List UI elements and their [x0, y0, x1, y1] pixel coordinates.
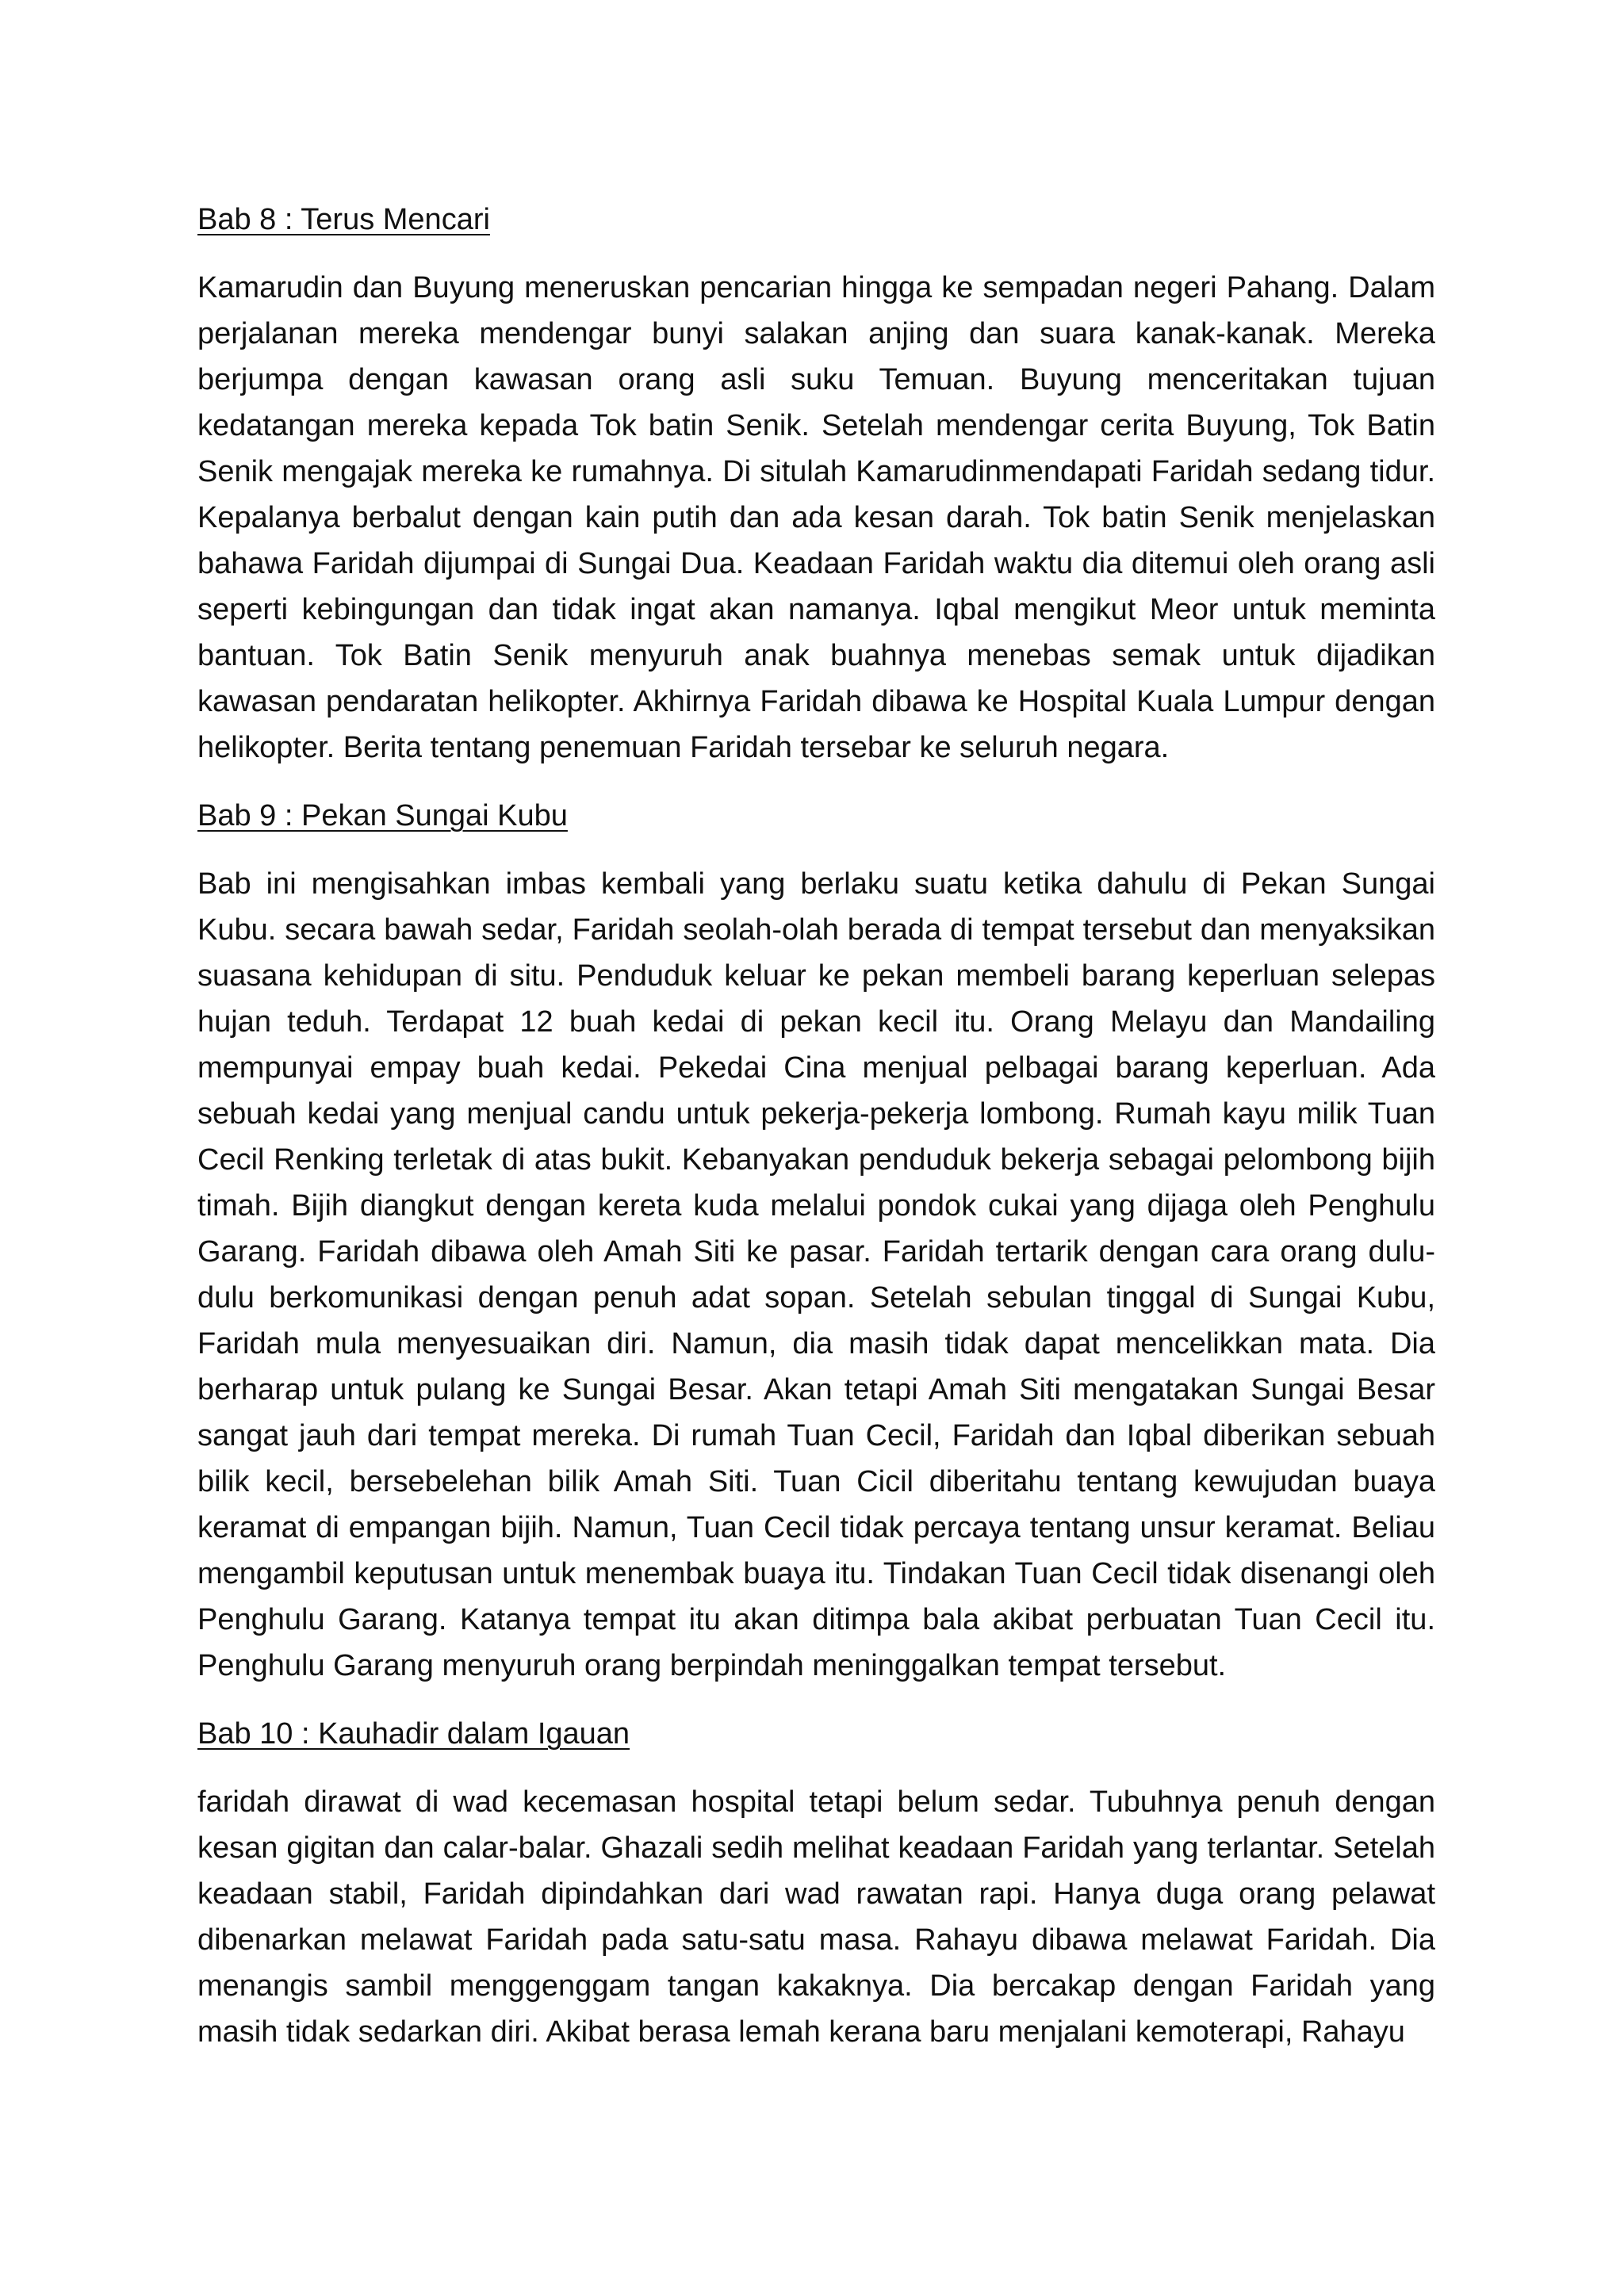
section-paragraph-bab-8: Kamarudin dan Buyung meneruskan pencarian hingga ke sempadan negeri Pahang. Dalam perjalanan mereka mendengar bunyi salakan anjing dan suara kanak-kanak. Mereka berjumpa dengan kawasan orang asli suku Temuan. Buyung menceritakan tujuan kedatangan mereka kepada Tok batin Senik. Setelah mendengar cerita Buyung, Tok Batin Senik mengajak mereka ke rumahnya. Di situlah Kamarudinmendapati Faridah sedang tidur. Kepalanya berbalut dengan kain putih dan ada kesan darah. Tok batin Senik menjelaskan bahawa Faridah dijumpai di Sungai Dua. Keadaan Faridah waktu dia ditemui oleh orang asli seperti kebingungan dan tidak ingat akan namanya. Iqbal mengikut Meor untuk meminta bantuan. Tok Batin Senik menyuruh anak buahnya menebas semak untuk dijadikan kawasan pendaratan helikopter. Akhirnya Faridah dibawa ke Hospital Kuala Lumpur dengan helikopter. Berita tentang penemuan Faridah tersebar ke seluruh negara.	[197, 271, 1435, 764]
section-heading-bab-9: Bab 9 : Pekan Sungai Kubu	[197, 799, 568, 832]
section-heading-bab-10: Bab 10 : Kauhadir dalam Igauan	[197, 1717, 630, 1751]
document-body	[197, 197, 1435, 2077]
section-paragraph-bab-9: Bab ini mengisahkan imbas kembali yang berlaku suatu ketika dahulu di Pekan Sungai Kubu. secara bawah sedar, Faridah seolah-olah berada di tempat tersebut dan menyaksikan suasana kehidupan di situ. Penduduk keluar ke pekan membeli barang keperluan selepas hujan teduh. Terdapat 12 buah kedai di pekan kecil itu. Orang Melayu dan Mandailing mempunyai empay buah kedai. Pekedai Cina menjual pelbagai barang keperluan. Ada sebuah kedai yang menjual candu untuk pekerja-pekerja lombong. Rumah kayu milik Tuan Cecil Renking terletak di atas bukit. Kebanyakan penduduk bekerja sebagai pelombong bijih timah. Bijih diangkut dengan kereta kuda melalui pondok cukai yang dijaga oleh Penghulu Garang. Faridah dibawa oleh Amah Siti ke pasar. Faridah tertarik dengan cara orang dulu-dulu berkomunikasi dengan penuh adat sopan. Setelah sebulan tinggal di Sungai Kubu, Faridah mula menyesuaikan diri. Namun, dia masih tidak dapat mencelikkan mata. Dia berharap untuk pulang ke Sungai Besar. Akan tetapi Amah Siti mengatakan Sungai Besar sangat jauh dari tempat mereka. Di rumah Tuan Cecil, Faridah dan Iqbal diberikan sebuah bilik kecil, bersebelehan bilik Amah Siti. Tuan Cicil diberitahu tentang kewujudan buaya keramat di empangan bijih. Namun, Tuan Cecil tidak percaya tentang unsur keramat. Beliau mengambil keputusan untuk menembak buaya itu. Tindakan Tuan Cecil tidak disenangi oleh Penghulu Garang. Katanya tempat itu akan ditimpa bala akibat perbuatan Tuan Cecil itu. Penghulu Garang menyuruh orang berpindah meninggalkan tempat tersebut.	[197, 867, 1435, 1682]
section-heading-bab-8: Bab 8 : Terus Mencari	[197, 203, 490, 236]
section-paragraph-bab-10: faridah dirawat di wad kecemasan hospital tetapi belum sedar. Tubuhnya penuh dengan kesan gigitan dan calar-balar. Ghazali sedih melihat keadaan Faridah yang terlantar. Setelah keadaan stabil, Faridah dipindahkan dari wad rawatan rapi. Hanya duga orang pelawat dibenarkan melawat Faridah pada satu-satu masa. Rahayu dibawa melawat Faridah. Dia menangis sambil menggenggam tangan kakaknya. Dia bercakap dengan Faridah yang masih tidak sedarkan diri. Akibat berasa lemah kerana baru menjalani kemoterapi, Rahayu	[197, 1785, 1435, 2049]
